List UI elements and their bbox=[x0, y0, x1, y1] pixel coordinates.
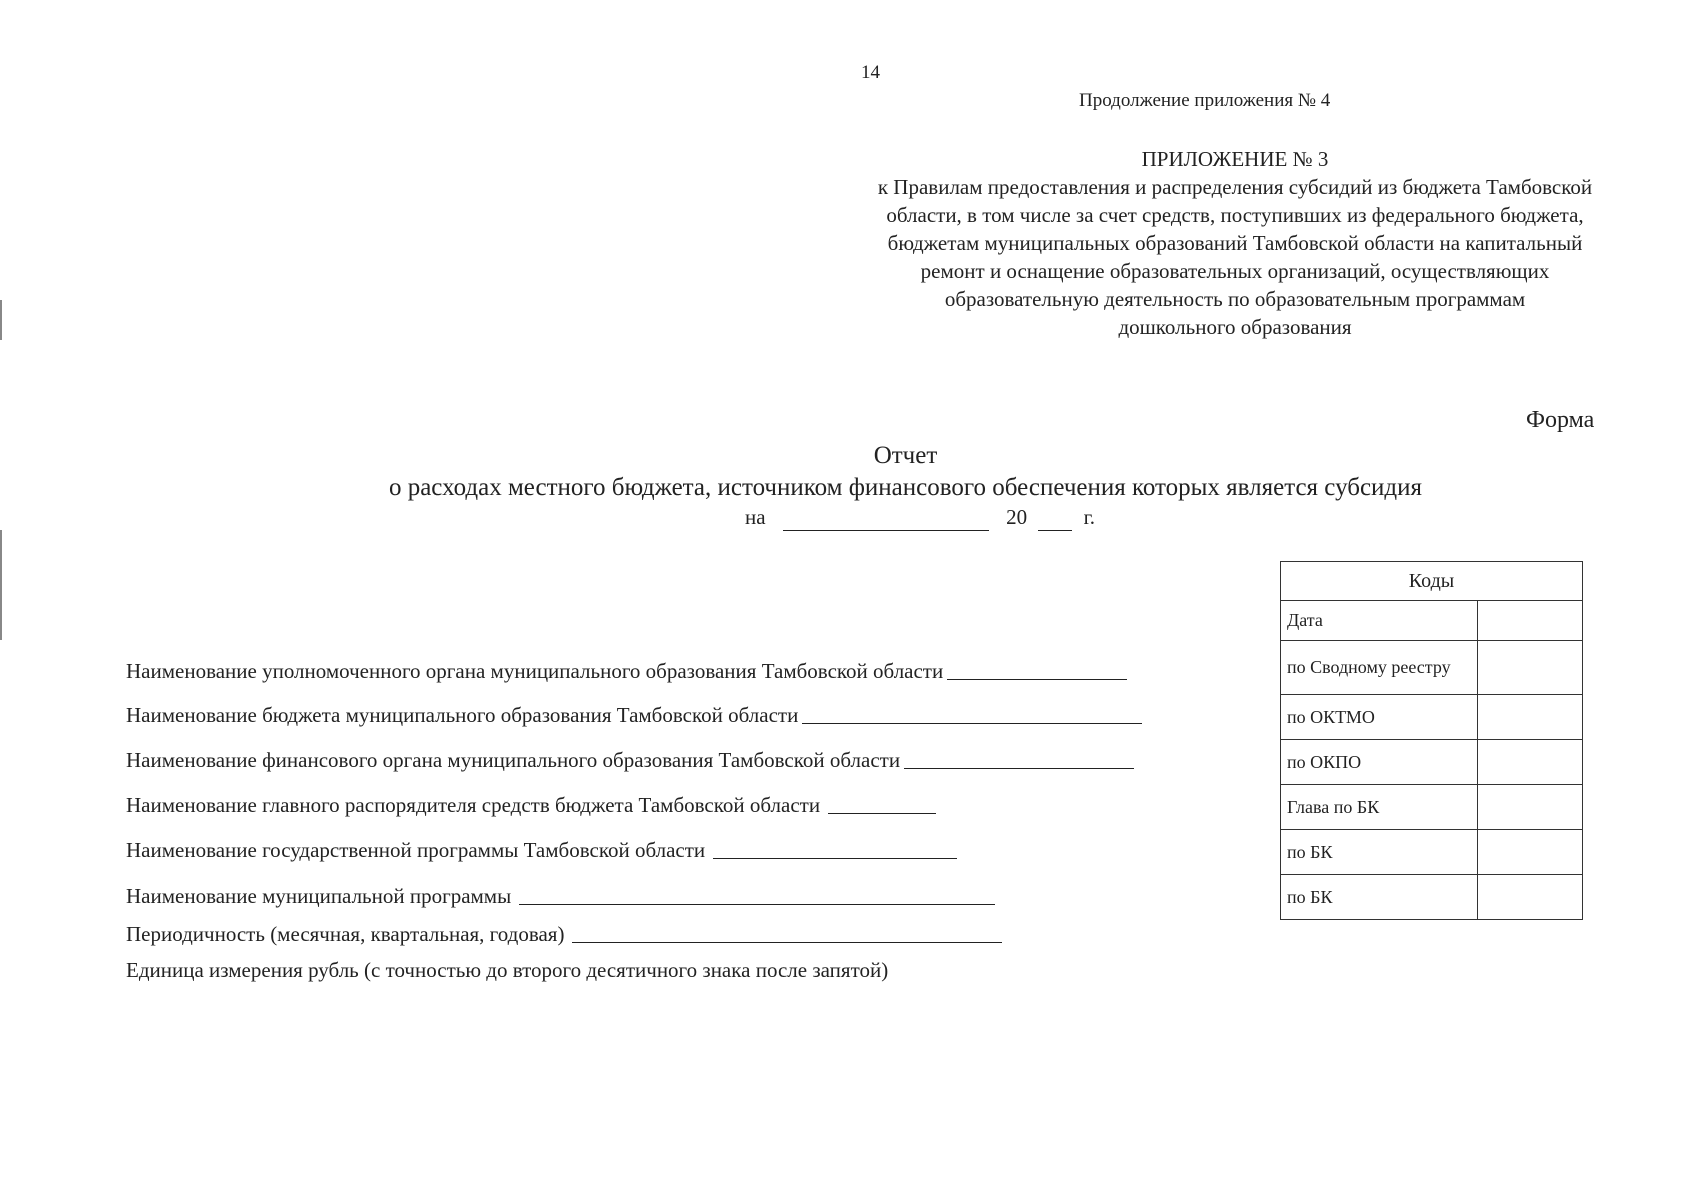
codes-row bbox=[1281, 830, 1583, 875]
annex-line: дошкольного образования bbox=[1118, 315, 1352, 339]
code-value-cell[interactable] bbox=[1477, 830, 1582, 875]
field-label: Наименование государственной программы Тамбовской области bbox=[126, 838, 706, 862]
scan-edge-mark bbox=[0, 300, 2, 340]
fill-line[interactable] bbox=[828, 812, 936, 814]
field-label: Наименование главного распорядителя средств бюджета Тамбовской области bbox=[126, 793, 821, 817]
field-label: Периодичность (месячная, квартальная, годовая) bbox=[126, 922, 565, 946]
date-blank[interactable] bbox=[783, 505, 989, 531]
codes-row bbox=[1281, 740, 1583, 785]
fill-line[interactable] bbox=[572, 941, 1002, 943]
code-value-cell[interactable] bbox=[1477, 875, 1582, 920]
field-municipal-program bbox=[126, 884, 995, 909]
code-label: по ОКТМО bbox=[1281, 695, 1478, 740]
code-label: по БК bbox=[1281, 830, 1478, 875]
codes-row bbox=[1281, 875, 1583, 920]
code-value-cell[interactable] bbox=[1477, 695, 1582, 740]
codes-row bbox=[1281, 785, 1583, 830]
code-label: по БК bbox=[1281, 875, 1478, 920]
field-label: Наименование бюджета муниципального образования Тамбовской области bbox=[126, 703, 799, 727]
fill-line[interactable] bbox=[904, 767, 1134, 769]
annex-line: бюджетам муниципальных образований Тамбовской области на капитальный bbox=[887, 231, 1583, 255]
field-label: Наименование муниципальной программы bbox=[126, 884, 512, 908]
fill-line[interactable] bbox=[802, 722, 1142, 724]
annex-line: области, в том числе за счет средств, поступивших из федерального бюджета, bbox=[886, 203, 1584, 227]
annex-line: к Правилам предоставления и распределения субсидий из бюджета Тамбовской bbox=[877, 175, 1593, 199]
continuation-note: Продолжение приложения № 4 bbox=[1079, 90, 1331, 111]
field-state-program bbox=[126, 838, 957, 863]
code-value-cell[interactable] bbox=[1477, 601, 1582, 641]
code-value-cell[interactable] bbox=[1477, 785, 1582, 830]
date-year-prefix: 20 bbox=[1006, 505, 1028, 529]
annex-header bbox=[780, 145, 1690, 341]
form-label: Форма bbox=[1526, 407, 1595, 433]
report-title: Отчет bbox=[873, 442, 938, 469]
year-blank[interactable] bbox=[1038, 505, 1072, 531]
code-label: по ОКПО bbox=[1281, 740, 1478, 785]
code-label: Дата bbox=[1281, 601, 1478, 641]
field-authorized-body bbox=[126, 659, 1127, 684]
scan-edge-mark bbox=[0, 530, 2, 640]
date-suffix: г. bbox=[1083, 505, 1096, 529]
field-chief-manager bbox=[126, 793, 936, 818]
codes-header-row bbox=[1281, 562, 1583, 601]
fill-line[interactable] bbox=[519, 903, 995, 905]
code-value-cell[interactable] bbox=[1477, 740, 1582, 785]
field-label: Наименование финансового органа муниципального образования Тамбовской области bbox=[126, 748, 901, 772]
field-label: Наименование уполномоченного органа муниципального образования Тамбовской области bbox=[126, 659, 944, 683]
annex-line: образовательную деятельность по образовательным программам bbox=[944, 287, 1526, 311]
fill-line[interactable] bbox=[713, 857, 957, 859]
codes-table bbox=[1280, 561, 1583, 920]
codes-row bbox=[1281, 695, 1583, 740]
code-label: по Сводному реестру bbox=[1281, 641, 1478, 695]
field-budget-name bbox=[126, 703, 1142, 728]
annex-title: ПРИЛОЖЕНИЕ № 3 bbox=[1141, 147, 1329, 171]
annex-line: ремонт и оснащение образовательных организаций, осуществляющих bbox=[920, 259, 1550, 283]
report-date-line bbox=[745, 505, 1095, 531]
date-prefix: на bbox=[745, 505, 766, 529]
unit-note: Единица измерения рубль (с точностью до второго десятичного знака после запятой) bbox=[126, 958, 889, 982]
fill-line[interactable] bbox=[947, 678, 1127, 680]
field-financial-body bbox=[126, 748, 1134, 773]
codes-row bbox=[1281, 641, 1583, 695]
report-subtitle: о расходах местного бюджета, источником финансового обеспечения которых является субсидия bbox=[388, 474, 1423, 501]
field-periodicity bbox=[126, 922, 1002, 947]
page-number: 14 bbox=[861, 62, 880, 83]
code-label: Глава по БК bbox=[1281, 785, 1478, 830]
codes-header: Коды bbox=[1281, 562, 1583, 601]
code-value-cell[interactable] bbox=[1477, 641, 1582, 695]
codes-row bbox=[1281, 601, 1583, 641]
